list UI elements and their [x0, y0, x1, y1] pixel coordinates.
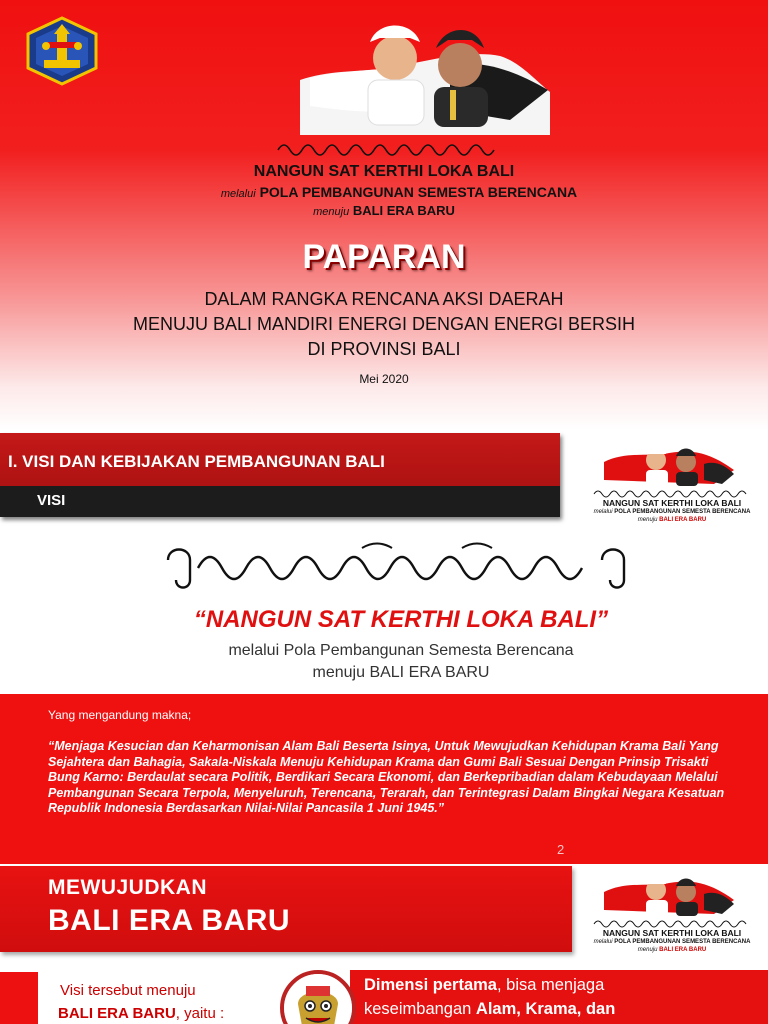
logo-subline2-prefix: menuju — [637, 947, 658, 953]
dimension-line2-prefix: keseimbangan — [364, 1000, 476, 1018]
logo-subline-prefix: melalui — [593, 939, 613, 945]
vision-subline-prefix: melalui — [220, 188, 256, 200]
page-title: PAPARAN — [302, 238, 466, 276]
logo-subline2-prefix: menuju — [637, 517, 658, 523]
dimension-line-2 — [364, 1000, 615, 1019]
subtitle-line-2: MENUJU BALI MANDIRI ENERGI DENGAN ENERGI BERSIH — [132, 314, 636, 334]
mission-title-1: MEWUJUDKAN — [48, 876, 207, 899]
vision-quote-sub-1: melalui Pola Pembangunan Semesta Berencana — [228, 642, 574, 659]
logo-subline-2 — [584, 947, 760, 953]
balinese-script-icon — [592, 918, 752, 928]
leaders-photo-icon — [604, 870, 734, 918]
visi-bar — [0, 486, 560, 517]
logo-slogan: NANGUN SAT KERTHI LOKA BALI — [602, 928, 742, 938]
logo-subline-2 — [584, 517, 760, 523]
balinese-script-icon — [592, 488, 752, 498]
accent-bar — [0, 972, 38, 1024]
bali-emblem-icon — [24, 16, 100, 86]
logo-subline-main: POLA PEMBANGUNAN SEMESTA BERENCANA — [614, 509, 751, 515]
leaders-photo-icon — [604, 440, 734, 488]
subtitle-line-3: DI PROVINSI BALI — [307, 339, 461, 359]
dimension-label: Dimensi pertama — [364, 976, 497, 994]
slide3-logo — [584, 870, 760, 960]
mission-title-2: BALI ERA BARU — [48, 904, 291, 937]
balinese-script-icon — [162, 540, 632, 596]
dimension-line2-bold: Alam, Krama, dan — [475, 1000, 616, 1018]
vision-quote: “NANGUN SAT KERTHI LOKA BALI” — [193, 606, 609, 633]
vision-subline2-prefix: menuju — [313, 206, 350, 218]
visi-label: VISI — [37, 492, 66, 509]
meaning-intro: Yang mengandung makna; — [48, 708, 192, 722]
logo-subline — [584, 509, 760, 515]
visi-intro-bold: BALI ERA BARU — [58, 1005, 176, 1022]
section-heading: I. VISI DAN KEBIJAKAN PEMBANGUNAN BALI — [8, 452, 385, 471]
dimension-line-1 — [364, 976, 604, 995]
slide2-logo — [584, 440, 760, 530]
vision-subline-2 — [0, 203, 768, 218]
logo-subline-main: POLA PEMBANGUNAN SEMESTA BERENCANA — [614, 939, 751, 945]
logo-subline — [584, 939, 760, 945]
meaning-text: “Menjaga Kesucian dan Keharmonisan Alam Bali Beserta Isinya, Untuk Mewujudkan Kehidupan Krama Bali Yang Sejahtera dan Bahagia, Sakala-Niskala Menuju Kehidupan Krama dan Gumi Bali Sesuai Dengan Prinsip Trisakti Bung Karno: Berdaulat secara Politik, Berdikari Secara Ekonomi, dan Berkepribadian dalam Kebudayaan Melalui Pembangunan Secara Terpola, Menyeluruh, Terencana, Terarah, dan Terintegrasi Dalam Bingkai Negara Kesatuan Republik Indonesia Berdasarkan Nilai-Nilai Pancasila 1 Juni 1945.” — [48, 739, 725, 815]
visi-intro-line-1: Visi tersebut menuju — [60, 982, 196, 999]
vision-slogan: NANGUN SAT KERTHI LOKA BALI — [253, 163, 515, 180]
vision-subline-1 — [0, 184, 768, 200]
presentation-date: Mei 2020 — [359, 372, 409, 386]
logo-subline2-main: BALI ERA BARU — [659, 517, 707, 523]
visi-intro-rest: , yaitu : — [175, 1005, 225, 1022]
logo-subline2-main: BALI ERA BARU — [659, 947, 707, 953]
vision-quote-sub-2: menuju BALI ERA BARU — [312, 664, 490, 681]
dimension-rest: , bisa menjaga — [496, 976, 605, 994]
barong-mask-graphic — [284, 974, 352, 1024]
leaders-photo-icon — [300, 10, 550, 135]
vision-subline2-main: BALI ERA BARU — [352, 203, 455, 218]
balinese-script-icon — [276, 138, 496, 158]
logo-subline-prefix: melalui — [593, 509, 613, 515]
logo-slogan: NANGUN SAT KERTHI LOKA BALI — [602, 498, 742, 508]
page-number: 2 — [557, 842, 565, 857]
visi-intro-line-2 — [58, 1005, 224, 1022]
title-slide — [0, 0, 768, 430]
subtitle-line-1: DALAM RANGKA RENCANA AKSI DAERAH — [204, 289, 564, 309]
barong-mask-icon — [280, 970, 356, 1024]
vision-subline-main: POLA PEMBANGUNAN SEMESTA BERENCANA — [259, 184, 578, 200]
